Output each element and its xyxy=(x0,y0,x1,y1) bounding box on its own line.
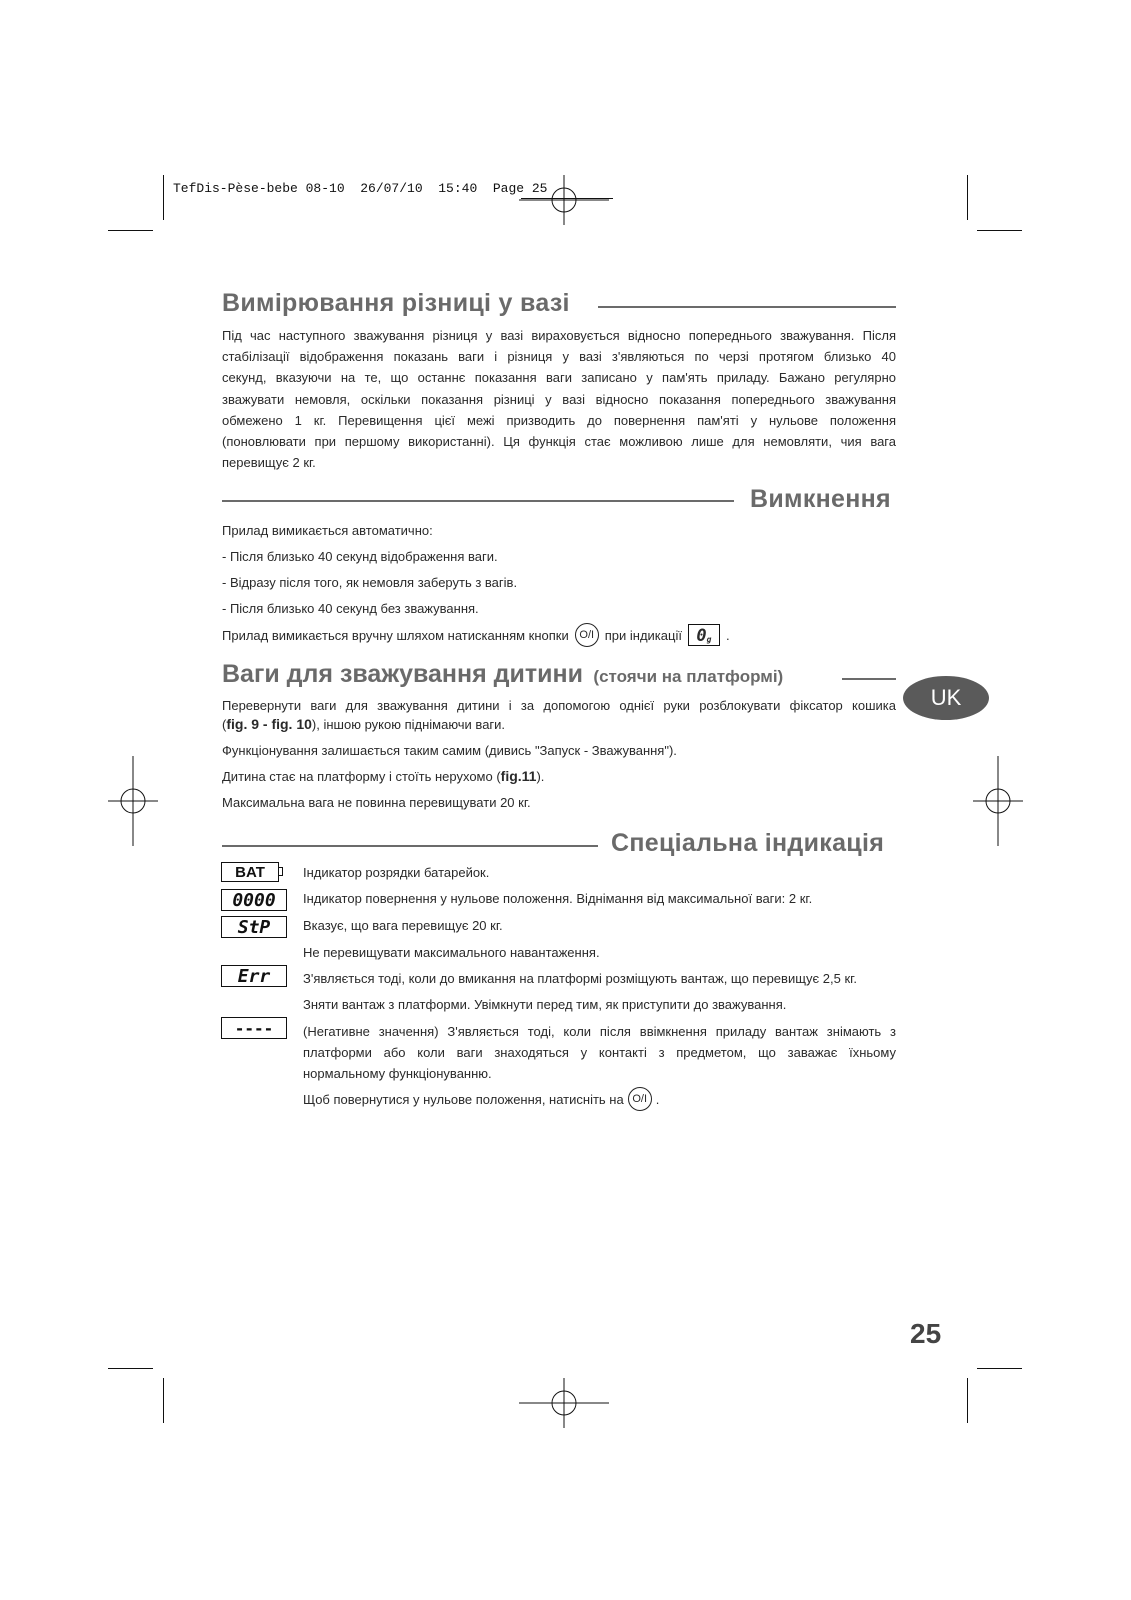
crop-mark xyxy=(977,230,1022,231)
indicator-description: Не перевищувати максимального навантаження. xyxy=(303,945,600,960)
registration-target-icon xyxy=(973,756,1023,846)
crop-mark xyxy=(108,230,153,231)
page-number: 25 xyxy=(910,1318,942,1349)
return-to-zero-period: . xyxy=(655,1091,660,1107)
battery-display-icon: BAT xyxy=(221,862,279,882)
paragraph-line: Під час наступного зважування різниця у вазі вираховується відносно попереднього зважування. Після xyxy=(222,328,896,343)
crop-mark xyxy=(163,1378,164,1423)
manual-switch-off-text: Прилад вимикається вручну шляхом натисканням кнопки xyxy=(222,627,569,643)
on-off-button-icon: O/I xyxy=(575,623,599,647)
battery-tip-icon xyxy=(279,867,283,876)
paragraph-line: стабілізації відображення показань ваги і різниця у вазі з'являються по черзі протягом близько 40 xyxy=(222,349,896,365)
manual-switch-off-line xyxy=(222,623,730,647)
paragraph-line: зважувати немовля, оскільки показання різниці у вазі відносно показання попереднього зважування xyxy=(222,391,896,407)
negative-display-icon: ---- xyxy=(221,1017,287,1039)
indicator-description: Індикатор розрядки батарейок. xyxy=(303,865,490,880)
crop-mark xyxy=(163,175,164,220)
section-title-standing-scale xyxy=(222,660,783,689)
switch-off-intro: Прилад вимикається автоматично: xyxy=(222,523,433,538)
section-title-weight-difference: Вимірювання різниці у вазі xyxy=(222,289,570,317)
zero-display-icon: 0000 xyxy=(221,889,287,911)
crop-mark xyxy=(967,175,968,220)
paragraph-line: нормальному функціонуванню. xyxy=(303,1066,492,1082)
standing-scale-title: Ваги для зважування дитини xyxy=(222,660,583,688)
title-rule xyxy=(222,845,598,847)
registration-target-icon xyxy=(108,756,158,846)
on-off-button-icon: O/I xyxy=(628,1087,652,1111)
paragraph-line: (Негативне значення) З'являється тоді, коли після ввімкнення приладу вантаж знімають з xyxy=(303,1024,896,1039)
title-rule xyxy=(222,500,734,502)
standing-scale-line: Функціонування залишається таким самим (дивись "Запуск - Зважування"). xyxy=(222,743,677,758)
language-badge: UK xyxy=(903,676,989,720)
paragraph-line: секунд, вказуючи на те, що останнє показання ваги записано у пам'ять приладу. Бажано регулярно xyxy=(222,370,896,386)
section-title-switch-off: Вимкнення xyxy=(750,485,891,513)
title-rule xyxy=(842,678,896,680)
standing-scale-line: Дитина стає на платформу і стоїть нерухомо (fig.11). xyxy=(222,768,545,784)
indicator-description: Зняти вантаж з платформи. Увімкнути перед тим, як приступити до зважування. xyxy=(303,997,787,1012)
standing-scale-line: Максимальна вага не повинна перевищувати 20 кг. xyxy=(222,795,531,810)
manual-switch-off-period: . xyxy=(725,627,730,643)
indicator-description: Індикатор повернення у нульове положення. Віднімання від максимальної ваги: 2 кг. xyxy=(303,891,813,906)
list-item: - Після близько 40 секунд без зважування. xyxy=(222,601,479,616)
list-item: - Після близько 40 секунд відображення ваги. xyxy=(222,549,498,564)
paragraph-line: (поновлювати при першому використанні). Ця функція стає можливою лише для немовляти, чия вага xyxy=(222,434,896,450)
standing-scale-line: (fig. 9 - fig. 10), іншою рукою піднімаючи ваги. xyxy=(222,716,506,732)
registration-target-icon xyxy=(519,1378,609,1428)
manual-switch-off-text-middle: при індикації xyxy=(604,627,682,643)
weight-difference-paragraph xyxy=(222,325,896,473)
figure-reference: fig.11 xyxy=(500,768,537,784)
stop-display-icon: StP xyxy=(221,916,287,938)
header-underline xyxy=(521,198,613,199)
paragraph-line: обмежено 1 кг. Перевищення цієї межі призводить до повернення пам'яті у нульове положення xyxy=(222,412,896,428)
title-rule xyxy=(598,306,896,308)
indicator-description: З'являється тоді, коли до вмикання на платформі розміщують вантаж, що перевищує 2,5 кг. xyxy=(303,971,857,986)
crop-mark xyxy=(108,1368,153,1369)
zero-gram-display-icon: 0 g xyxy=(688,624,720,646)
return-to-zero-text: Щоб повернутися у нульове положення, натисніть на xyxy=(303,1091,624,1107)
list-item: - Відразу після того, як немовля заберуть з вагів. xyxy=(222,575,518,590)
figure-reference: fig. 9 - fig. 10 xyxy=(226,716,312,732)
print-header: TefDis-Pèse-bebe 08-10 26/07/10 15:40 Page 25 xyxy=(173,181,548,196)
standing-scale-line: Перевернути ваги для зважування дитини і за допомогою однієї руки розблокувати фіксатор кошика xyxy=(222,698,896,713)
crop-mark xyxy=(977,1368,1022,1369)
error-display-icon: Err xyxy=(221,965,287,987)
return-to-zero-line xyxy=(303,1087,659,1111)
standing-scale-subtitle: (стоячи на платформі) xyxy=(593,667,784,686)
negative-value-paragraph xyxy=(303,1021,896,1085)
crop-mark xyxy=(967,1378,968,1423)
section-title-special-indication: Спеціальна індикація xyxy=(611,829,885,857)
indicator-description: Вказує, що вага перевищує 20 кг. xyxy=(303,918,503,933)
paragraph-line: перевищує 2 кг. xyxy=(222,455,316,471)
paragraph-line: платформи або коли ваги знаходяться у контакті з предметом, що заважає їхньому xyxy=(303,1045,896,1061)
